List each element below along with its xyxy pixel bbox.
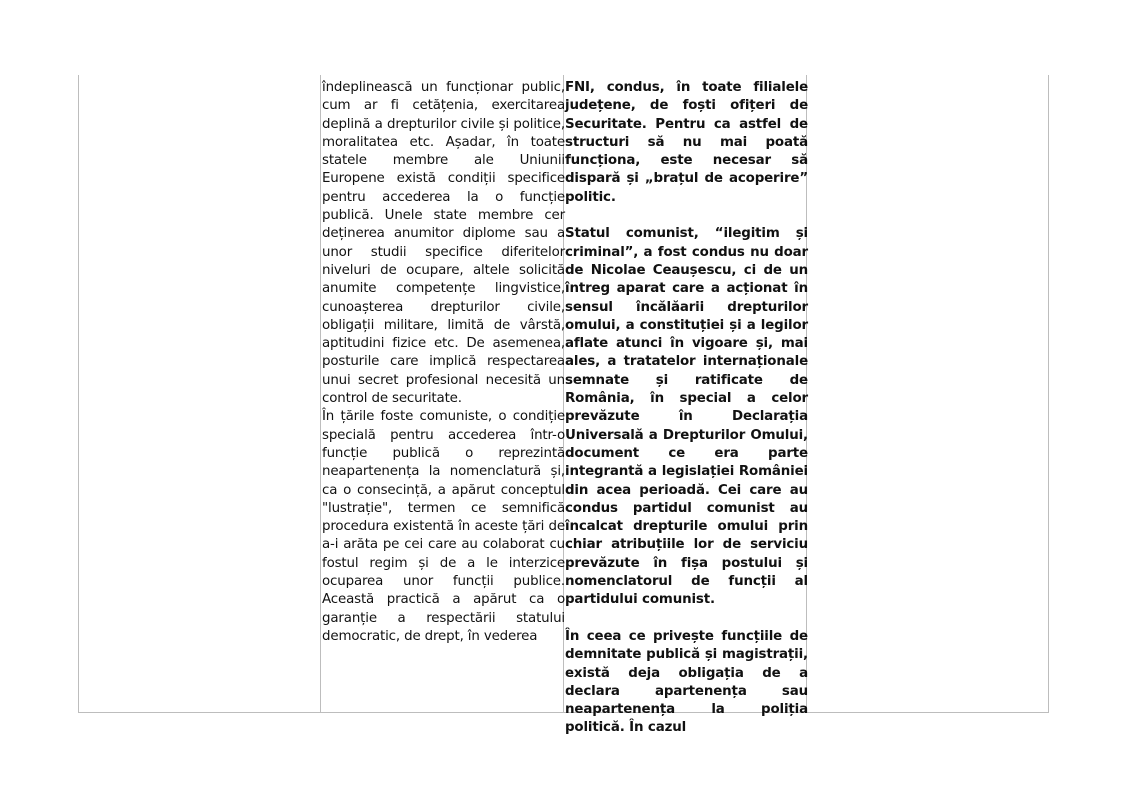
paragraph-spacer — [565, 610, 808, 628]
right-paragraph-3: În ceea ce privește funcțiile de demnitate publică și magistrații, există deja obligația de a declara apartenența sau neapartenența la poliția politică. În cazul — [565, 628, 808, 736]
right-text-column — [565, 79, 808, 736]
right-paragraph-1: FNI, condus, în toate filialele județene, de foști ofițeri de Securitate. Pentru ca astfel de structuri să nu mai poată funcționa, este necesar să dispară și „brațul de acoperire” politic. — [565, 80, 808, 205]
column-divider-left — [320, 75, 321, 713]
right-paragraph-2: Statul comunist, “ilegitim și criminal”, a fost condus nu doar de Nicolae Ceaușescu, ci de un întreg aparat care a acționat în sensul încălăarii drepturilor omului, a constituției și a legilor aflate atunci în vigoare și, mai ales, a tratatelor internaționale semnate și ratificate de România, în special a celor prevăzute în Declarația Universală a Drepturilor Omului, document ce era parte integrantă a legislației României din acea perioadă. Cei care au condus partidul comunist au încalcat drepturile omului prin chiar atribuțiile lor de serviciu prevăzute în fișa postului și nomenclatorul de funcții al partidului comunist. — [565, 226, 808, 608]
left-paragraph-1: îndeplinească un funcționar public, cum ar fi cetățenia, exercitarea deplină a drepturilor civile și politice, moralitatea etc. Așadar, în toate statele membre ale Uniunii Europene există condiții specifice pentru accederea la o funcție publică. Unele state membre cer deținerea anumitor diplome sau a unor studii specifice diferitelor niveluri de ocupare, altele solicită anumite competențe lingvistice, cunoașterea drepturilor civile, obligații militare, limită de vârstă, aptitudini fizice etc. De asemenea, posturile care implică respectarea unui secret profesional necesită un control de securitate. — [322, 80, 565, 407]
left-text-column — [322, 79, 565, 709]
left-paragraph-2: În țările foste comuniste, o condiție specială pentru accederea într-o funcție publică o reprezintă neapartenența la nomenclatură și, ca o consecință, a apărut conceptul "lustrație", termen ce semnifică procedura existentă în aceste țări de a-i arăta pe cei care au colaborat cu fostul regim și de a le interzice ocuparea unor funcții publice. Această practică a apărut ca o garanție a respectării statului democratic, de drept, în vederea — [322, 409, 565, 644]
paragraph-spacer — [565, 207, 808, 225]
